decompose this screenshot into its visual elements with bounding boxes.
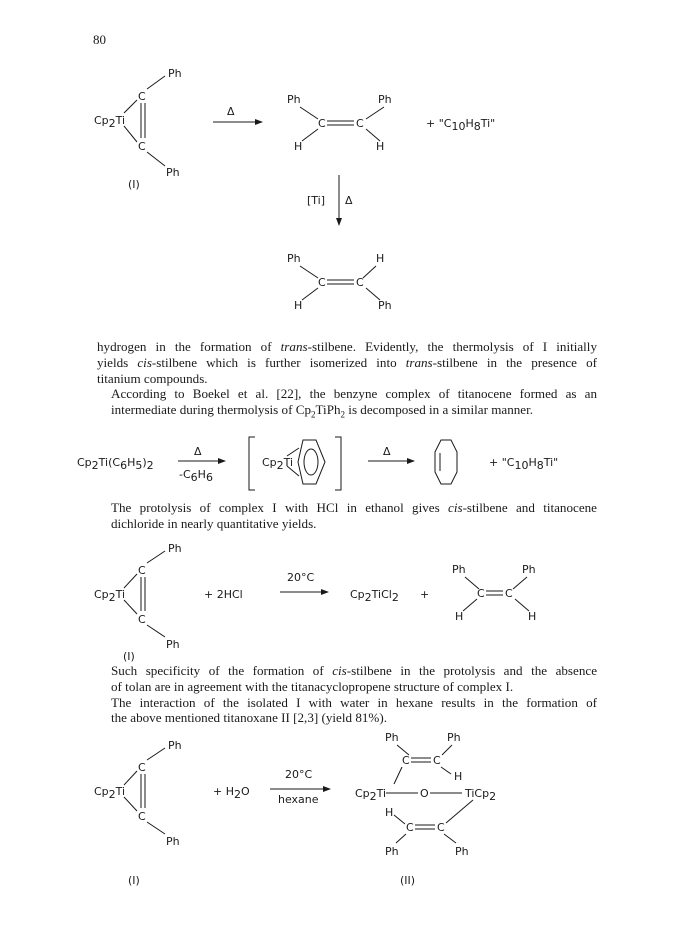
heat-label: Δ <box>345 194 353 207</box>
bond <box>441 767 451 774</box>
bond <box>396 834 406 843</box>
phenyl-right: Ph <box>378 93 392 106</box>
compound-label-II: (II) <box>400 874 416 887</box>
carbon: C <box>437 821 445 834</box>
text-line: The interaction of the isolated I with water in hexane results in the formation of <box>111 694 597 710</box>
carbon: C <box>406 821 414 834</box>
byproduct-label: + "C10H8Ti" <box>489 456 559 472</box>
hydrogen-left: H <box>294 140 303 153</box>
phenyl: Ph <box>385 845 399 858</box>
phenyl-bottom: Ph <box>166 638 180 651</box>
cp2ti-label: Cp2Ti <box>94 588 126 604</box>
carbon-bottom: C <box>138 140 146 153</box>
carbon-left: C <box>477 587 485 600</box>
bond <box>394 767 402 784</box>
text-line: yields cis-stilbene which is further isomerized into trans-stilbene in the presence of <box>97 354 597 370</box>
phenyl-left: Ph <box>287 252 301 265</box>
plus-sign: + <box>420 588 430 601</box>
carbon-right: C <box>356 117 364 130</box>
text-line: titanium compounds. <box>97 370 208 386</box>
byproduct-label: + "C10H8Ti" <box>426 117 496 133</box>
phenyl: Ph <box>447 731 461 744</box>
carbon-left: C <box>318 276 326 289</box>
condition-label: 20°C <box>287 571 315 584</box>
phenyl-bottom: Ph <box>166 166 180 179</box>
bond <box>444 834 456 843</box>
compound-label-I: (I) <box>128 874 140 887</box>
hydrogen: H <box>454 770 463 783</box>
text-line: of tolan are in agreement with the titanacyclopropene structure of complex I. <box>111 678 514 694</box>
carbon-top: C <box>138 90 146 103</box>
carbon-right: C <box>356 276 364 289</box>
hydrogen-left: H <box>294 299 303 312</box>
text-line: hydrogen in the formation of trans-stilbene. Evidently, the thermolysis of I initially <box>97 339 597 354</box>
carbon-bottom: C <box>138 810 146 823</box>
hydrogen-right: H <box>376 140 385 153</box>
product-label: Cp2TiCl2 <box>350 588 399 604</box>
reagent-label: + 2HCl <box>204 588 243 601</box>
bond <box>147 822 165 834</box>
compound-label-I: (I) <box>123 650 135 663</box>
bond <box>147 748 165 760</box>
phenyl-top: Ph <box>168 542 182 555</box>
catalyst-label: [Ti] <box>307 194 326 207</box>
hydrogen-right: H <box>528 610 537 623</box>
phenyl-top: Ph <box>168 67 182 80</box>
cp2ti-label: Cp2Ti <box>94 785 126 801</box>
text-line: The protolysis of complex I with HCl in ethanol gives cis-stilbene and titanocene <box>111 500 597 515</box>
phenyl-bottom: Ph <box>166 835 180 848</box>
bond <box>124 771 137 785</box>
heat-label: Δ <box>383 445 391 458</box>
carbon-bottom: C <box>138 613 146 626</box>
text-line: Such specificity of the formation of cis-stilbene in the protolysis and the absence <box>111 663 597 678</box>
cp2ti-label: Cp2Ti <box>94 114 126 130</box>
text-line: According to Boekel et al. [22], the benzyne complex of titanocene formed as an <box>111 386 597 402</box>
bond <box>124 797 137 811</box>
bond <box>446 800 473 823</box>
carbon: C <box>433 754 441 767</box>
carbon: C <box>402 754 410 767</box>
hydrogen-right: H <box>376 252 385 265</box>
text-line: the above mentioned titanoxane II [2,3] (yield 81%). <box>111 710 387 726</box>
phenyl: Ph <box>455 845 469 858</box>
heat-label: Δ <box>194 445 202 458</box>
text-line: intermediate during thermolysis of $Cp_2TiPh_2$ is decomposed in a similar manner. <box>111 402 534 420</box>
text-line: dichloride in nearly quantitative yields. <box>111 515 317 531</box>
reagent-label: + H2O <box>213 785 250 801</box>
condition-top: 20°C <box>285 768 313 781</box>
loss-label: -C6H6 <box>179 468 213 484</box>
page-number: 80 <box>93 32 106 47</box>
hydrogen-left: H <box>455 610 464 623</box>
hydrogen: H <box>385 806 394 819</box>
ticp2-right: TiCp2 <box>465 787 497 803</box>
phenyl-right: Ph <box>378 299 392 312</box>
phenyl-top: Ph <box>168 739 182 752</box>
bond <box>442 745 452 755</box>
carbon-top: C <box>138 564 146 577</box>
carbon-left: C <box>318 117 326 130</box>
intermediate-metal: Cp2Ti <box>262 456 294 472</box>
oxygen: O <box>420 787 429 800</box>
phenyl-left: Ph <box>452 563 466 576</box>
compound-label-I: (I) <box>128 178 140 191</box>
cp2ti-left: Cp2Ti <box>355 787 387 803</box>
carbon-right: C <box>505 587 513 600</box>
heat-label: Δ <box>227 105 235 118</box>
reactant-label: Cp2Ti(C6H5)2 <box>77 456 154 472</box>
phenyl-right: Ph <box>522 563 536 576</box>
phenyl-left: Ph <box>287 93 301 106</box>
bond <box>394 815 405 824</box>
phenyl: Ph <box>385 731 399 744</box>
condition-bottom: hexane <box>278 793 319 806</box>
carbon-top: C <box>138 761 146 774</box>
